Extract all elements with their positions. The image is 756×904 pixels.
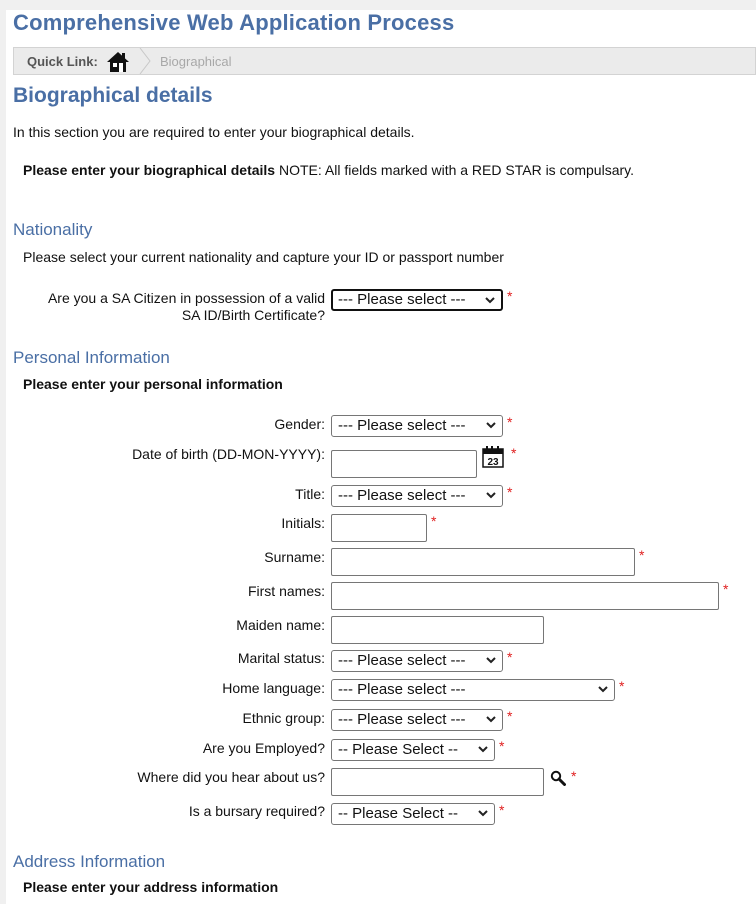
required-star: * xyxy=(571,768,577,784)
chevron-down-icon xyxy=(486,716,496,723)
calendar-icon[interactable] xyxy=(482,446,504,471)
required-star: * xyxy=(639,547,645,563)
ethnic-group-label: Ethnic group: xyxy=(242,710,325,726)
first-names-label: First names: xyxy=(247,583,325,599)
title-select-value: --- Please select --- xyxy=(338,487,466,504)
page xyxy=(6,10,756,904)
note-bold: Please enter your biographical details xyxy=(23,162,276,178)
breadcrumb xyxy=(13,47,756,75)
home-icon[interactable] xyxy=(106,51,130,73)
dob-input[interactable] xyxy=(331,450,477,478)
required-star: * xyxy=(507,484,513,500)
required-star: * xyxy=(431,513,437,529)
personal-heading: Personal Information xyxy=(13,348,170,367)
required-star: * xyxy=(499,802,505,818)
required-star: * xyxy=(507,649,513,665)
surname-label: Surname: xyxy=(264,549,325,565)
note-text: NOTE: All fields marked with a RED STAR is compulsary. xyxy=(275,162,635,178)
initials-input[interactable] xyxy=(331,514,427,542)
citizen-select-value: --- Please select --- xyxy=(338,291,466,308)
calendar-day: 23 xyxy=(487,457,499,468)
required-star: * xyxy=(499,738,505,754)
gender-select[interactable] xyxy=(331,415,503,437)
chevron-down-icon xyxy=(485,297,495,304)
nationality-heading: Nationality xyxy=(13,220,93,239)
hear-about-input[interactable] xyxy=(331,768,544,796)
home-language-select[interactable] xyxy=(331,679,615,701)
marital-label: Marital status: xyxy=(237,650,325,666)
dob-label: Date of birth (DD-MON-YYYY): xyxy=(132,446,325,462)
citizen-label-line2: SA ID/Birth Certificate? xyxy=(181,307,325,323)
required-star: * xyxy=(507,708,513,724)
address-heading: Address Information xyxy=(13,852,166,871)
gender-label: Gender: xyxy=(274,416,325,432)
citizen-label-line1: Are you a SA Citizen in possession of a valid xyxy=(47,290,325,306)
quick-link-label: Quick Link: xyxy=(27,54,98,69)
chevron-down-icon xyxy=(486,492,496,499)
chevron-down-icon xyxy=(478,810,488,817)
ethnic-group-select-value: --- Please select --- xyxy=(338,711,466,728)
employed-select[interactable] xyxy=(331,739,495,761)
required-star: * xyxy=(507,288,513,304)
required-star: * xyxy=(723,581,729,597)
citizen-select[interactable] xyxy=(331,289,503,311)
gender-select-value: --- Please select --- xyxy=(338,417,466,434)
marital-select-value: --- Please select --- xyxy=(338,652,466,669)
chevron-down-icon xyxy=(486,422,496,429)
required-star: * xyxy=(619,678,625,694)
address-instruction: Please enter your address information xyxy=(23,879,279,895)
bursary-label: Is a bursary required? xyxy=(188,803,325,819)
intro-text: In this section you are required to enter your biographical details. xyxy=(13,124,415,140)
personal-instruction: Please enter your personal information xyxy=(23,376,283,392)
initials-label: Initials: xyxy=(281,515,325,531)
maiden-name-input[interactable] xyxy=(331,616,544,644)
breadcrumb-current[interactable]: Biographical xyxy=(160,54,232,69)
chevron-down-icon xyxy=(598,686,608,693)
marital-select[interactable] xyxy=(331,650,503,672)
employed-label: Are you Employed? xyxy=(202,740,325,756)
first-names-input[interactable] xyxy=(331,582,719,610)
hear-about-label: Where did you hear about us? xyxy=(137,769,325,785)
home-language-select-value: --- Please select --- xyxy=(338,681,466,698)
citizen-label xyxy=(48,290,325,324)
employed-select-value: -- Please Select -- xyxy=(338,741,459,758)
app-title: Comprehensive Web Application Process xyxy=(13,10,455,35)
search-icon[interactable] xyxy=(550,770,566,789)
chevron-down-icon xyxy=(478,746,488,753)
nationality-instruction: Please select your current nationality and capture your ID or passport number xyxy=(23,249,504,265)
bursary-select-value: -- Please Select -- xyxy=(338,805,459,822)
surname-input[interactable] xyxy=(331,548,635,576)
maiden-name-label: Maiden name: xyxy=(236,617,325,633)
required-note xyxy=(23,162,634,178)
home-language-label: Home language: xyxy=(222,680,325,696)
ethnic-group-select[interactable] xyxy=(331,709,503,731)
required-star: * xyxy=(511,445,517,461)
title-select[interactable] xyxy=(331,485,503,507)
page-title: Biographical details xyxy=(13,84,213,107)
breadcrumb-separator-icon xyxy=(138,48,152,74)
chevron-down-icon xyxy=(486,657,496,664)
required-star: * xyxy=(507,414,513,430)
title-label: Title: xyxy=(295,486,325,502)
bursary-select[interactable] xyxy=(331,803,495,825)
